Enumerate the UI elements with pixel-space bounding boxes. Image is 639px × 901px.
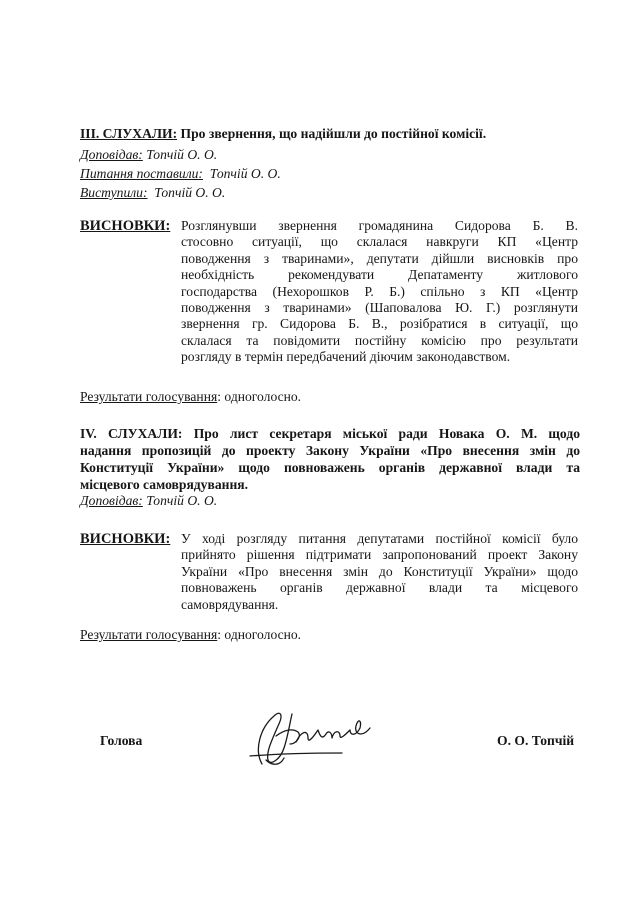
conclusions-line: У ході розгляду питання депутатами постійної комісії було bbox=[181, 531, 578, 546]
section-3-raised bbox=[80, 164, 580, 183]
conclusions-text bbox=[181, 218, 578, 366]
section-3-meta bbox=[80, 145, 580, 202]
raised-label: Питання поставили: bbox=[80, 166, 203, 181]
chair-label: Голова bbox=[100, 733, 143, 748]
vote-label: Результати голосування bbox=[80, 389, 218, 404]
section-4-conclusions bbox=[80, 531, 578, 621]
section-3-heading bbox=[80, 126, 580, 143]
vote-value: : одноголосно. bbox=[217, 389, 302, 404]
section-3-conclusions bbox=[80, 218, 578, 368]
vote-value: : одноголосно. bbox=[217, 627, 302, 642]
section-4-vote bbox=[80, 627, 301, 643]
reporter-label: Доповідав: bbox=[80, 147, 143, 162]
conclusions-line: господарства (Нехорошков Р. Б.) спільно з КП «Центр bbox=[181, 283, 578, 299]
handwritten-signature bbox=[246, 700, 386, 770]
spoke-name: Топчій О. О. bbox=[154, 185, 226, 200]
reporter-name: Топчій О. О. bbox=[146, 147, 218, 162]
conclusions-line: поводження з тваринами» (Шаповалова Ю. Г.) розглянути bbox=[181, 299, 578, 315]
section-3-reporter bbox=[80, 145, 580, 164]
section-4-heading-line: місцевого самоврядування. bbox=[80, 477, 249, 492]
conclusions-line: стосовно ситуації, що склалася навкруги КП «Центр bbox=[181, 234, 578, 250]
conclusions-line: Розглянувши звернення громадянина Сидорова Б. В. bbox=[181, 218, 578, 233]
conclusions-line: склалася та повідомити постійну комісію про результати bbox=[181, 332, 578, 348]
conclusions-line: України «Про внесення змін до Конституції України» щодо bbox=[181, 563, 578, 579]
conclusions-line: повноважень органів державної влади та місцевого bbox=[181, 580, 578, 596]
section-4-heading bbox=[80, 426, 580, 494]
conclusions-line: поводження з тваринами», депутати дійшли висновків про bbox=[181, 250, 578, 266]
conclusions-line: звернення гр. Сидорова Б. В., розібратися в ситуації, що bbox=[181, 316, 578, 332]
chair-name: О. О. Топчій bbox=[497, 733, 575, 748]
section-4-heading-line: IV. СЛУХАЛИ: Про лист секретаря міської ради Новака О. М. щодо bbox=[80, 426, 580, 441]
section-3-heading-label: ІІІ. СЛУХАЛИ: bbox=[80, 126, 178, 141]
conclusions-line: необхідність рекомендувати Депатаменту житлового bbox=[181, 267, 578, 283]
conclusions-label: ВИСНОВКИ: bbox=[80, 531, 171, 547]
reporter-name: Топчій О. О. bbox=[146, 493, 218, 508]
conclusions-line: самоврядування. bbox=[181, 596, 279, 612]
vote-label: Результати голосування bbox=[80, 627, 218, 642]
section-4-heading-line: надання пропозицій до проекту Закону України «Про внесення змін до bbox=[80, 443, 580, 458]
section-4-heading-line: Конституції України» щодо повноважень органів державної влади та bbox=[80, 460, 580, 475]
section-4-reporter bbox=[80, 493, 217, 509]
section-3-vote bbox=[80, 389, 301, 405]
conclusions-text bbox=[181, 531, 578, 613]
conclusions-line: розгляду в термін передбачений діючим законодавством. bbox=[181, 349, 511, 365]
spoke-label: Виступили: bbox=[80, 185, 148, 200]
signature-row bbox=[0, 700, 639, 780]
section-3-heading-text: Про звернення, що надійшли до постійної комісії. bbox=[180, 126, 487, 141]
reporter-label: Доповідав: bbox=[80, 493, 143, 508]
raised-name: Топчій О. О. bbox=[209, 166, 281, 181]
conclusions-label: ВИСНОВКИ: bbox=[80, 218, 171, 234]
section-3-spoke bbox=[80, 183, 580, 202]
conclusions-line: прийнято рішення підтримати запропонований проект Закону bbox=[181, 547, 578, 563]
